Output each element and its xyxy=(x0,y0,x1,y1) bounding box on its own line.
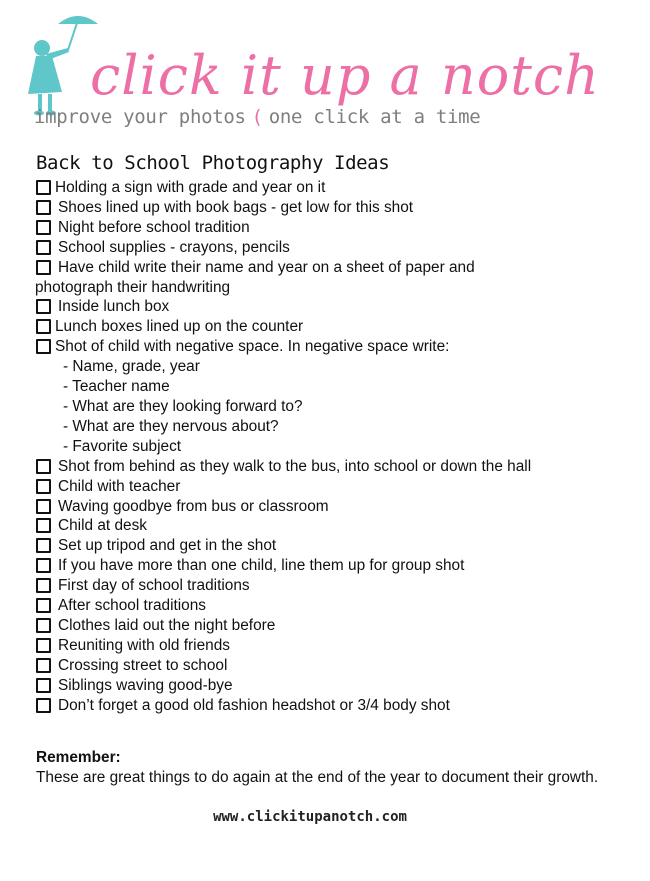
checkbox[interactable] xyxy=(36,578,51,593)
checkbox[interactable] xyxy=(36,319,51,334)
checkbox[interactable] xyxy=(36,698,51,713)
checklist-item xyxy=(36,218,636,238)
checklist-item xyxy=(36,616,636,636)
remember-heading: Remember: xyxy=(36,749,121,766)
checklist-item xyxy=(36,457,636,477)
checklist-item-label: Clothes laid out the night before xyxy=(58,616,276,634)
checklist-item-label: Siblings waving good-bye xyxy=(58,676,233,694)
page-title: Back to School Photography Ideas xyxy=(36,152,390,174)
checklist-item-label: Lunch boxes lined up on the counter xyxy=(55,318,304,336)
checklist-item-label: Inside lunch box xyxy=(58,298,170,316)
checklist-subitem: - Teacher name xyxy=(63,378,170,396)
checklist-item xyxy=(36,636,636,656)
checklist-item-label: Waving goodbye from bus or classroom xyxy=(58,497,329,515)
checklist-item-label: Night before school tradition xyxy=(58,218,250,236)
checklist-item xyxy=(36,516,636,536)
checklist-subitem: - Name, grade, year xyxy=(63,358,200,376)
checklist-item-label: Have child write their name and year on a sheet of paper and xyxy=(58,258,475,276)
checklist-subitem: - Favorite subject xyxy=(63,437,182,455)
checkbox[interactable] xyxy=(36,180,51,195)
checklist-item xyxy=(36,676,636,696)
checkbox[interactable] xyxy=(36,299,51,314)
checkbox[interactable] xyxy=(36,499,51,514)
checkbox[interactable] xyxy=(36,260,51,275)
checklist-item-label: Crossing street to school xyxy=(58,656,228,674)
checkbox[interactable] xyxy=(36,200,51,215)
checklist-item xyxy=(36,238,636,258)
checkbox[interactable] xyxy=(36,220,51,235)
checklist-item xyxy=(36,596,636,616)
checkbox[interactable] xyxy=(36,678,51,693)
checklist-item xyxy=(36,477,636,497)
checkbox[interactable] xyxy=(36,518,51,533)
checklist-item xyxy=(36,178,636,198)
checkbox[interactable] xyxy=(36,558,51,573)
checklist-item-label: Shot of child with negative space. In negative space write: xyxy=(55,338,450,356)
checkbox[interactable] xyxy=(36,240,51,255)
checklist-item-label: Shoes lined up with book bags - get low for this shot xyxy=(58,198,414,216)
checklist-item-label: Child with teacher xyxy=(58,477,181,495)
checklist-item xyxy=(36,656,636,676)
checklist-item-label: Set up tripod and get in the shot xyxy=(58,537,277,555)
checklist-item xyxy=(36,497,636,517)
checklist-item xyxy=(36,258,636,278)
checklist-item-label: School supplies - crayons, pencils xyxy=(58,238,290,256)
checkbox[interactable] xyxy=(36,339,51,354)
checkbox[interactable] xyxy=(36,538,51,553)
checklist-item-label: If you have more than one child, line them up for group shot xyxy=(58,557,465,575)
tagline xyxy=(34,106,480,128)
checklist-item xyxy=(36,556,636,576)
checklist-item xyxy=(36,297,636,317)
checkbox[interactable] xyxy=(36,618,51,633)
brand-name: click it up a notch xyxy=(90,44,600,107)
checkbox[interactable] xyxy=(36,459,51,474)
checklist-item xyxy=(36,337,636,357)
checklist-item xyxy=(36,696,636,716)
checkbox[interactable] xyxy=(36,638,51,653)
checkbox[interactable] xyxy=(36,598,51,613)
checklist-item-label: After school traditions xyxy=(58,597,206,615)
checklist-item xyxy=(36,317,636,337)
tagline-right: one click at a time xyxy=(268,106,481,128)
checklist xyxy=(36,178,636,715)
website-url[interactable]: www.clickitupanotch.com xyxy=(213,809,407,825)
checkbox[interactable] xyxy=(36,658,51,673)
logo xyxy=(28,10,600,130)
checklist-subitem: - What are they looking forward to? xyxy=(63,397,303,415)
checklist-item-label: First day of school traditions xyxy=(58,577,250,595)
checklist-item-label: Shot from behind as they walk to the bus, into school or down the hall xyxy=(58,457,532,475)
checklist-item-label: Reuniting with old friends xyxy=(58,636,230,654)
checklist-item xyxy=(36,198,636,218)
checklist-item-label: Child at desk xyxy=(58,517,147,535)
remember-text: These are great things to do again at the end of the year to document their growth. xyxy=(36,769,599,786)
tagline-left: improve your photos xyxy=(34,106,246,128)
checklist-item-label: Don’t forget a good old fashion headshot or 3/4 body shot xyxy=(58,696,450,714)
checkbox[interactable] xyxy=(36,479,51,494)
checklist-item-continuation: photograph their handwriting xyxy=(35,278,231,296)
tagline-separator: ( xyxy=(251,106,263,128)
checklist-item xyxy=(36,536,636,556)
checklist-item xyxy=(36,576,636,596)
checklist-item-label: Holding a sign with grade and year on it xyxy=(55,179,326,196)
checklist-subitem: - What are they nervous about? xyxy=(63,417,279,435)
